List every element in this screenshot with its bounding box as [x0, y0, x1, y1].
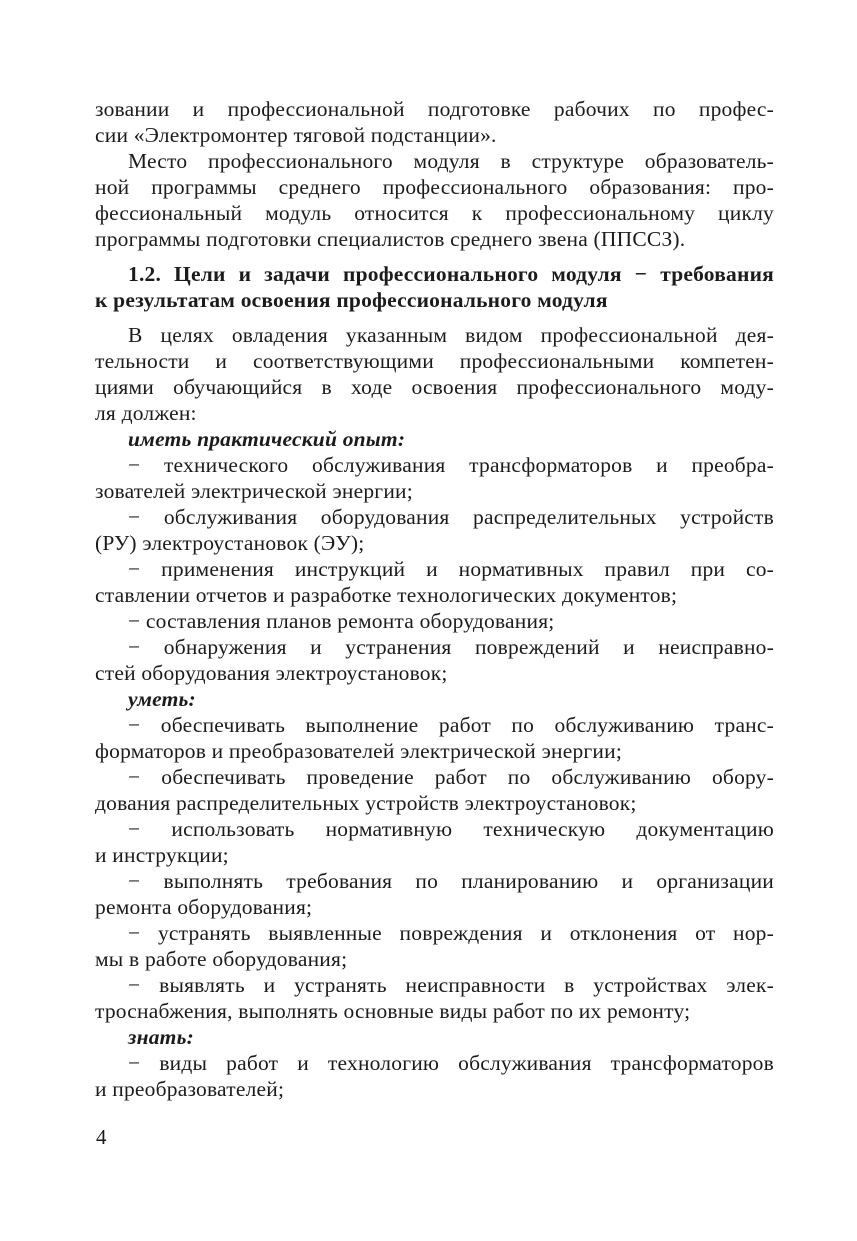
- text-line: ставлении отчетов и разработке технологических документов;: [95, 583, 678, 607]
- text-line: фессиональный модуль относится к профессиональному циклу: [95, 201, 774, 225]
- text-line: − устранять выявленные повреждения и отклонения от нор-: [128, 921, 774, 945]
- text-line: программы подготовки специалистов среднего звена (ППССЗ).: [95, 227, 686, 251]
- text-line: зовании и профессиональной подготовке рабочих по профес-: [95, 97, 774, 121]
- text-line: Место профессионального модуля в структуре образователь-: [128, 149, 774, 173]
- text-line: знать:: [128, 1025, 194, 1049]
- text-line: − выявлять и устранять неисправности в устройствах элек-: [128, 973, 774, 997]
- text-line: − обеспечивать выполнение работ по обслуживанию транс-: [128, 713, 774, 737]
- text-line: − составления планов ремонта оборудования;: [128, 609, 555, 633]
- text-line: и инструкции;: [95, 843, 229, 867]
- text-line: ля должен:: [95, 401, 197, 425]
- text-line: и преобразователей;: [95, 1077, 285, 1101]
- text-line: к результатам освоения профессионального модуля: [95, 288, 608, 312]
- text-line: − применения инструкций и нормативных правил при со-: [128, 557, 774, 581]
- text-line: − выполнять требования по планированию и организации: [128, 869, 774, 893]
- text-line: дования распределительных устройств электроустановок;: [95, 791, 637, 815]
- text-line: − обслуживания оборудования распределительных устройств: [128, 505, 774, 529]
- page-text: [95, 96, 774, 1102]
- text-line: ной программы среднего профессионального образования: про-: [95, 175, 774, 199]
- text-line: стей оборудования электроустановок;: [95, 661, 448, 685]
- text-line: − виды работ и технологию обслуживания трансформаторов: [128, 1051, 774, 1075]
- text-line: 1.2. Цели и задачи профессионального модуля − требования: [128, 262, 774, 286]
- text-line: В целях овладения указанным видом профессиональной дея-: [128, 323, 774, 347]
- text-line: мы в работе оборудования;: [95, 947, 348, 971]
- text-line: троснабжения, выполнять основные виды работ по их ремонту;: [95, 999, 691, 1023]
- text-line: иметь практический опыт:: [128, 427, 406, 451]
- page-number: 4: [96, 1125, 107, 1149]
- text-line: − использовать нормативную техническую документацию: [128, 817, 774, 841]
- text-line: уметь:: [128, 687, 196, 711]
- text-line: тельности и соответствующими профессиональными компетен-: [95, 349, 774, 373]
- text-line: форматоров и преобразователей электрической энергии;: [95, 739, 622, 763]
- text-line: циями обучающийся в ходе освоения профессионального моду-: [95, 375, 774, 399]
- text-line: − обеспечивать проведение работ по обслуживанию обору-: [128, 765, 774, 789]
- text-line: ремонта оборудования;: [95, 895, 313, 919]
- text-line: (РУ) электроустановок (ЭУ);: [95, 531, 365, 555]
- text-line: − обнаружения и устранения повреждений и неисправно-: [128, 635, 774, 659]
- text-line: зователей электрической энергии;: [95, 479, 413, 503]
- text-line: − технического обслуживания трансформаторов и преобра-: [128, 453, 774, 477]
- text-line: сии «Электромонтер тяговой подстанции».: [95, 123, 497, 147]
